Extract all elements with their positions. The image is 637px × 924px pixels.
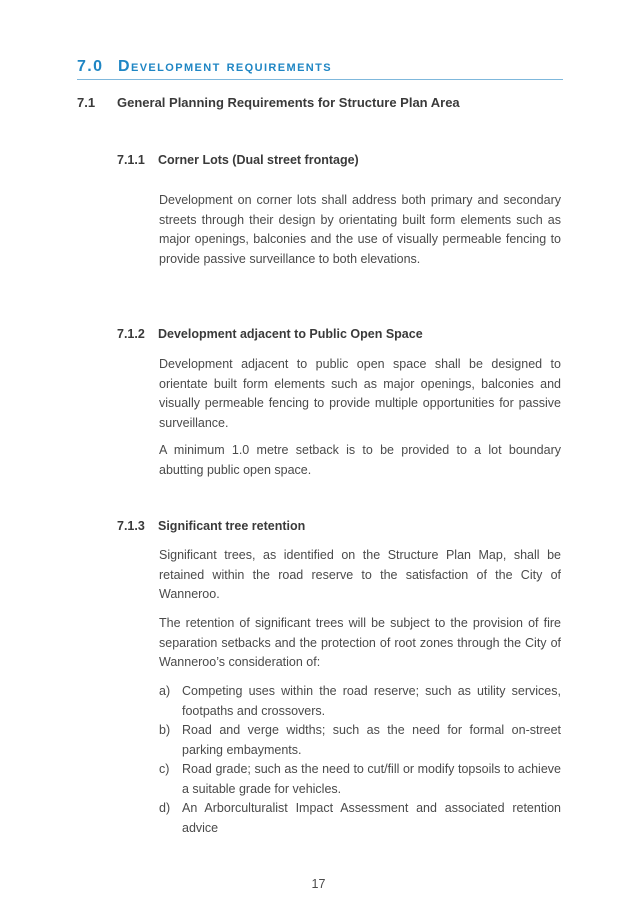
paragraph: A minimum 1.0 metre setback is to be provided to a lot boundary abutting public open space. — [159, 443, 561, 477]
list-item — [159, 721, 561, 760]
subsection-title: Significant tree retention — [158, 519, 306, 533]
subsection-number: 7.1.2 — [117, 327, 145, 341]
list-item-text: Road and verge widths; such as the need for formal on-street parking embayments. — [182, 723, 561, 757]
subsection-number: 7.1.1 — [117, 153, 145, 167]
section-title: General Planning Requirements for Structure Plan Area — [117, 95, 460, 110]
list-item-text: An Arborculturalist Impact Assessment and associated retention advice — [182, 801, 561, 835]
page-number: 17 — [311, 877, 326, 891]
list-marker: a) — [159, 684, 171, 698]
subsection-number: 7.1.3 — [117, 519, 145, 533]
subsection-heading-public-open-space — [117, 327, 423, 341]
list-marker: b) — [159, 723, 171, 737]
list-item-text: Competing uses within the road reserve; such as utility services, footpaths and crossovers. — [182, 684, 561, 718]
section-heading — [77, 95, 460, 110]
consideration-list — [159, 682, 561, 838]
list-item-text: Road grade; such as the need to cut/fill or modify topsoils to achieve a suitable grade for vehicles. — [182, 762, 561, 796]
subsection-title: Corner Lots (Dual street frontage) — [158, 153, 359, 167]
list-marker: c) — [159, 762, 170, 776]
list-item — [159, 760, 561, 799]
paragraph: The retention of significant trees will be subject to the provision of fire separation setbacks and the protection of root zones through the City of Wanneroo’s consideration of: — [159, 616, 561, 669]
section-number: 7.1 — [77, 95, 96, 110]
subsection-heading-tree-retention — [117, 519, 305, 533]
subsection-heading-corner-lots — [117, 153, 359, 167]
chapter-title: Development requirements — [118, 58, 333, 75]
list-item — [159, 799, 561, 838]
paragraph: Development on corner lots shall address both primary and secondary streets through their design by orientating built form elements such as major openings, balconies and the use of visually permeable fencing to provide passive surveillance to both elevations. — [159, 193, 561, 266]
subsection-title: Development adjacent to Public Open Space — [158, 327, 423, 341]
paragraph: Significant trees, as identified on the Structure Plan Map, shall be retained within the road reserve to the satisfaction of the City of Wanneroo. — [159, 548, 561, 601]
paragraph: Development adjacent to public open space shall be designed to orientate built form elements such as major openings, balconies and visually permeable fencing to provide multiple opportunities for passive surveillance. — [159, 357, 561, 430]
chapter-rule — [77, 79, 563, 80]
list-item — [159, 682, 561, 721]
list-marker: d) — [159, 801, 171, 815]
chapter-heading — [77, 58, 563, 76]
chapter-number: 7.0 — [77, 58, 104, 75]
